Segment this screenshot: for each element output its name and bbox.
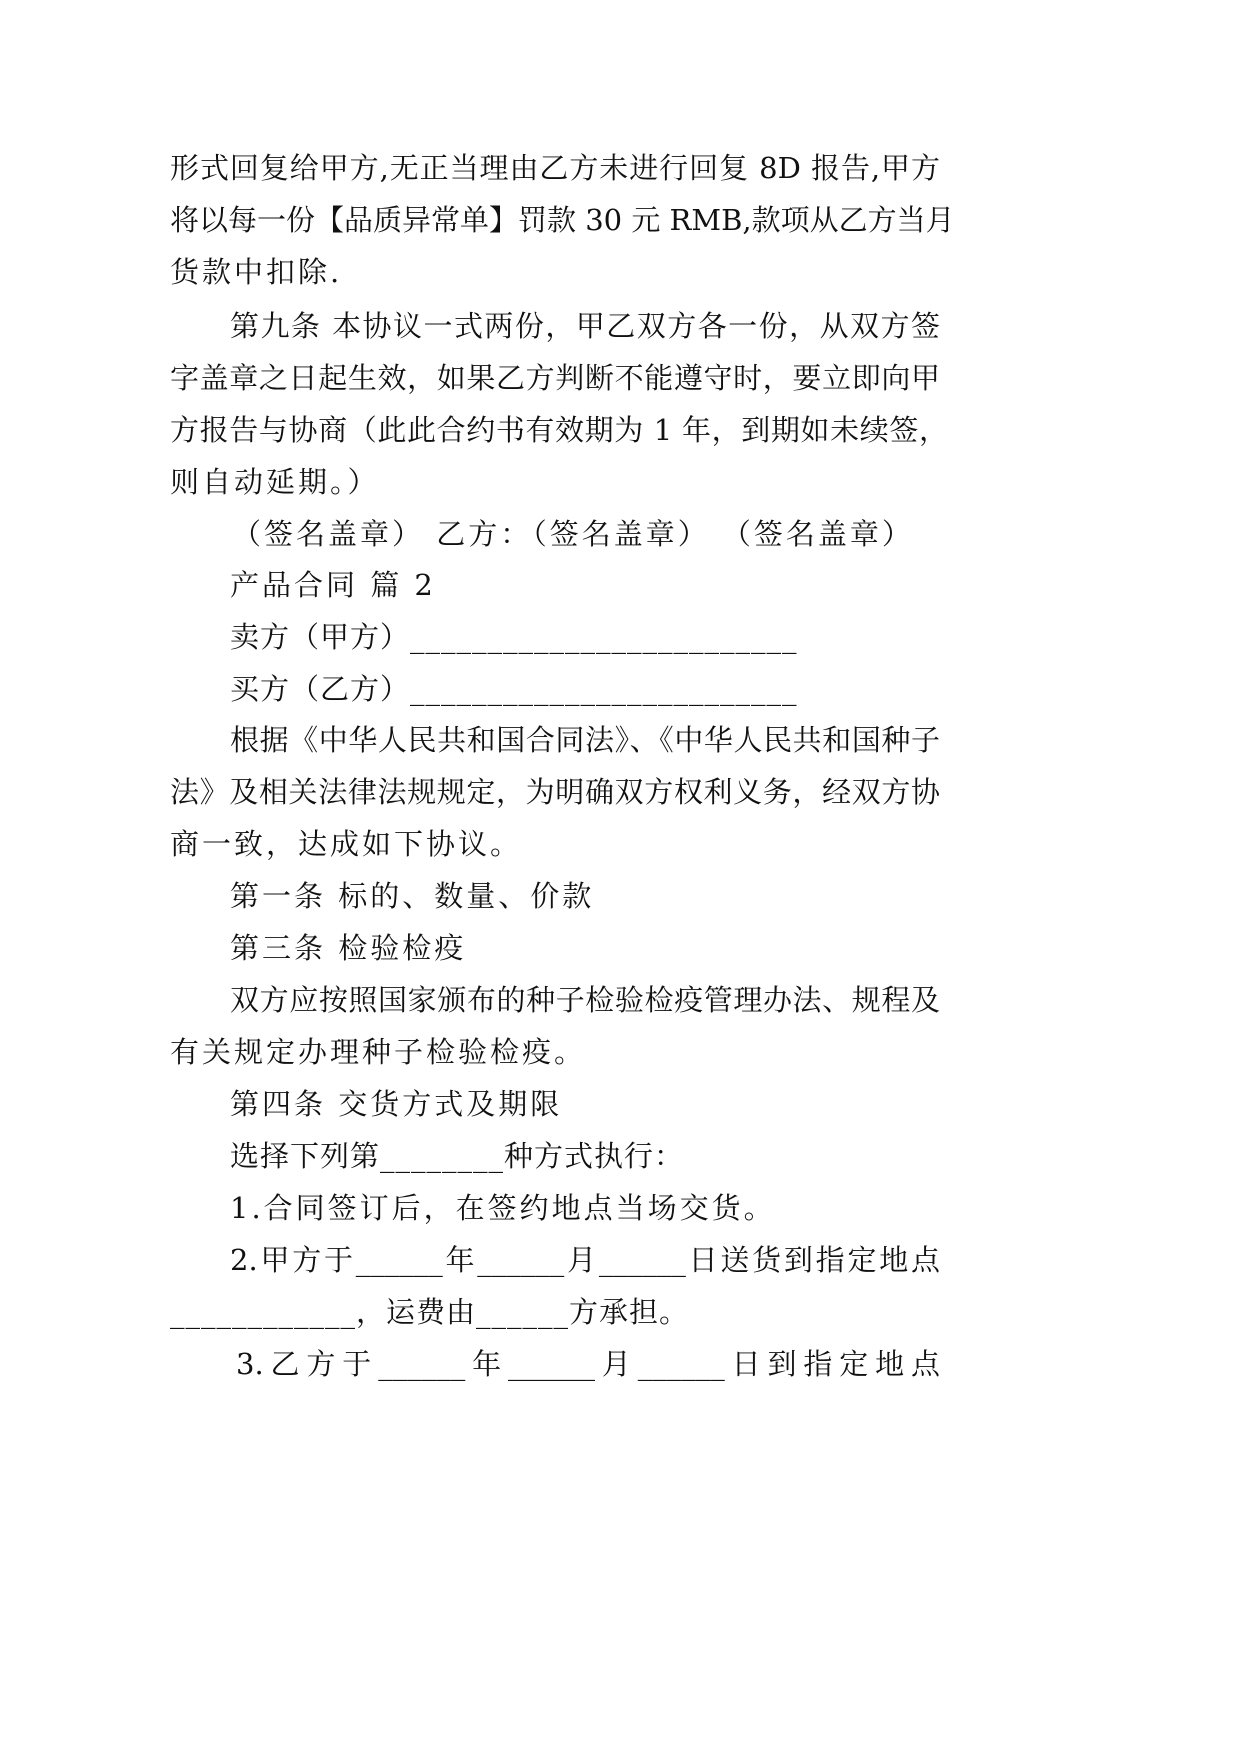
signature-line: （签名盖章） 乙方：（签名盖章） （签名盖章） — [232, 517, 914, 551]
section-title: 产品合同 篇 2 — [230, 568, 436, 602]
paragraph-line: ____________，运费由______方承担。 — [170, 1295, 690, 1329]
article-heading: 第四条 交货方式及期限 — [230, 1087, 563, 1121]
paragraph-line: 将以每一份【品质异常单】罚款 30 元 RMB,款项从乙方当月 — [170, 203, 955, 237]
list-item: 1.合同签订后，在签约地点当场交货。 — [230, 1191, 776, 1225]
paragraph-line: 选择下列第________种方式执行： — [230, 1139, 685, 1173]
paragraph-line: 形式回复给甲方,无正当理由乙方未进行回复 8D 报告,甲方 — [170, 151, 940, 185]
seller-line: 卖方（甲方）_________________________ — [230, 620, 798, 654]
list-item: 2.甲方于______年______月______日送货到指定地点 — [230, 1243, 940, 1277]
paragraph-line: 双方应按照国家颁布的种子检验检疫管理办法、规程及 — [230, 983, 940, 1017]
buyer-line: 买方（乙方）_________________________ — [230, 672, 798, 706]
paragraph-line: 根据《中华人民共和国合同法》、《中华人民共和国种子 — [230, 723, 940, 757]
paragraph-line: 字盖章之日起生效，如果乙方判断不能遵守时，要立即向甲 — [170, 361, 940, 395]
paragraph-line: 方报告与协商（此此合约书有效期为 1 年，到期如未续签， — [170, 413, 948, 447]
paragraph-line: 则自动延期。） — [170, 465, 380, 499]
list-item: 3.乙方于______年______月______日到指定地点 — [236, 1347, 940, 1381]
paragraph-line: 法》及相关法律法规规定，为明确双方权利义务，经双方协 — [170, 775, 940, 809]
article-heading: 第三条 检验检疫 — [230, 931, 467, 965]
article-heading: 第一条 标的、数量、价款 — [230, 879, 595, 913]
paragraph-line: 商一致，达成如下协议。 — [170, 827, 523, 861]
paragraph-line: 货款中扣除. — [170, 255, 343, 289]
paragraph-line: 第九条 本协议一式两份，甲乙双方各一份，从双方签 — [230, 309, 940, 343]
paragraph-line: 有关规定办理种子检验检疫。 — [170, 1035, 587, 1069]
